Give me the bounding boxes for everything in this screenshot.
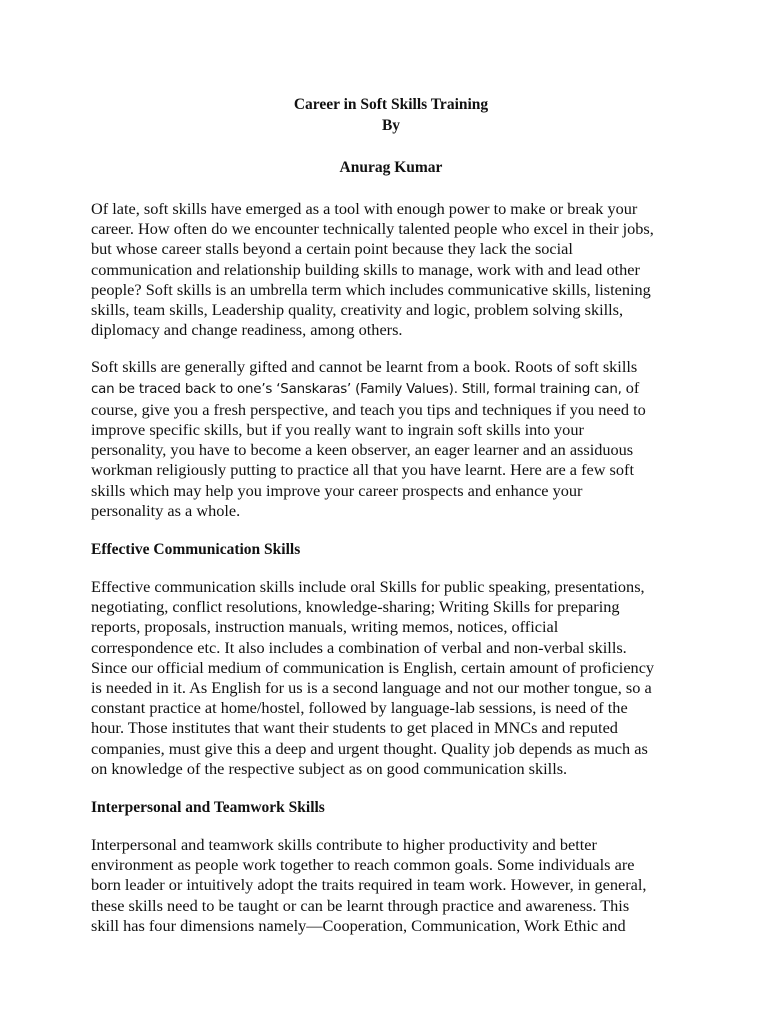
comm-line: Since our official medium of communication is English, certain amount of proficiency	[91, 657, 655, 677]
document-title: Career in Soft Skills Training	[293, 96, 489, 113]
comm-line: hour. Those institutes that want their students to get placed in MNCs and reputed	[91, 718, 618, 738]
comm-line: Effective communication skills include oral Skills for public speaking, presentations,	[91, 577, 645, 597]
para-line: skills which may help you improve your career prospects and enhance your	[91, 480, 583, 500]
intro-line: skills, team skills, Leadership quality, creativity and logic, problem solving skills,	[91, 300, 624, 320]
para-line: Soft skills are generally gifted and cannot be learnt from a book. Roots of soft skills	[91, 357, 638, 377]
section-heading-teamwork: Interpersonal and Teamwork Skills	[91, 799, 325, 817]
para-line: workman religiously putting to practice all that you have learnt. Here are a few soft	[91, 460, 634, 480]
comm-line: correspondence etc. It also includes a combination of verbal and non-verbal skills.	[91, 637, 627, 657]
section-heading-communication: Effective Communication Skills	[91, 541, 301, 559]
para-line: personality, you have to become a keen observer, an eager learner and an assiduous	[91, 440, 634, 460]
soft-skills-paragraph	[91, 357, 691, 521]
title-block	[91, 94, 691, 178]
team-line: skill has four dimensions namely—Cooperation, Communication, Work Ethic and	[91, 915, 626, 935]
sanskaras-text: can be traced back to one’s ‘Sanskaras’ (Family Values). Still, formal training can,	[91, 381, 622, 397]
para-line-mixed	[91, 378, 691, 400]
team-line: these skills need to be taught or can be learnt through practice and awareness. This	[91, 895, 630, 915]
comm-line: is needed in it. As English for us is a second language and not our mother tongue, so a	[91, 678, 652, 698]
team-line: Interpersonal and teamwork skills contribute to higher productivity and better	[91, 835, 597, 855]
communication-paragraph	[91, 577, 691, 779]
para-line: course, give you a fresh perspective, and teach you tips and techniques if you need to	[91, 399, 646, 419]
comm-line: reports, proposals, instruction manuals, writing memos, notices, official	[91, 617, 559, 637]
intro-line: Of late, soft skills have emerged as a tool with enough power to make or break your	[91, 199, 638, 218]
comm-line: companies, must give this a deep and urgent thought. Quality job depends as much as	[91, 738, 648, 758]
para-line: improve specific skills, but if you really want to ingrain soft skills into your	[91, 420, 584, 440]
comm-line: negotiating, conflict resolutions, knowledge-sharing; Writing Skills for preparing	[91, 597, 620, 617]
para-line: personality as a whole.	[91, 500, 241, 520]
intro-line: but whose career stalls beyond a certain point because they lack the social	[91, 239, 573, 259]
team-line: environment as people work together to reach common goals. Some individuals are	[91, 855, 635, 875]
intro-line: career. How often do we encounter technically talented people who excel in their jobs,	[91, 219, 654, 239]
team-line: born leader or intuitively adopt the traits required in team work. However, in general,	[91, 875, 647, 895]
para-line-tail: of	[621, 377, 640, 397]
author-name: Anurag Kumar	[339, 159, 443, 176]
intro-line: communication and relationship building skills to manage, work with and lead other	[91, 259, 640, 279]
document-page	[91, 94, 691, 936]
intro-line: diplomacy and change readiness, among others.	[91, 320, 403, 340]
teamwork-paragraph	[91, 835, 691, 936]
by-line: By	[381, 117, 401, 134]
comm-line: constant practice at home/hostel, followed by language-lab sessions, is need of the	[91, 698, 628, 718]
intro-paragraph	[91, 199, 691, 340]
intro-line: people? Soft skills is an umbrella term which includes communicative skills, listening	[91, 279, 651, 299]
comm-line: on knowledge of the respective subject as on good communication skills.	[91, 758, 568, 778]
